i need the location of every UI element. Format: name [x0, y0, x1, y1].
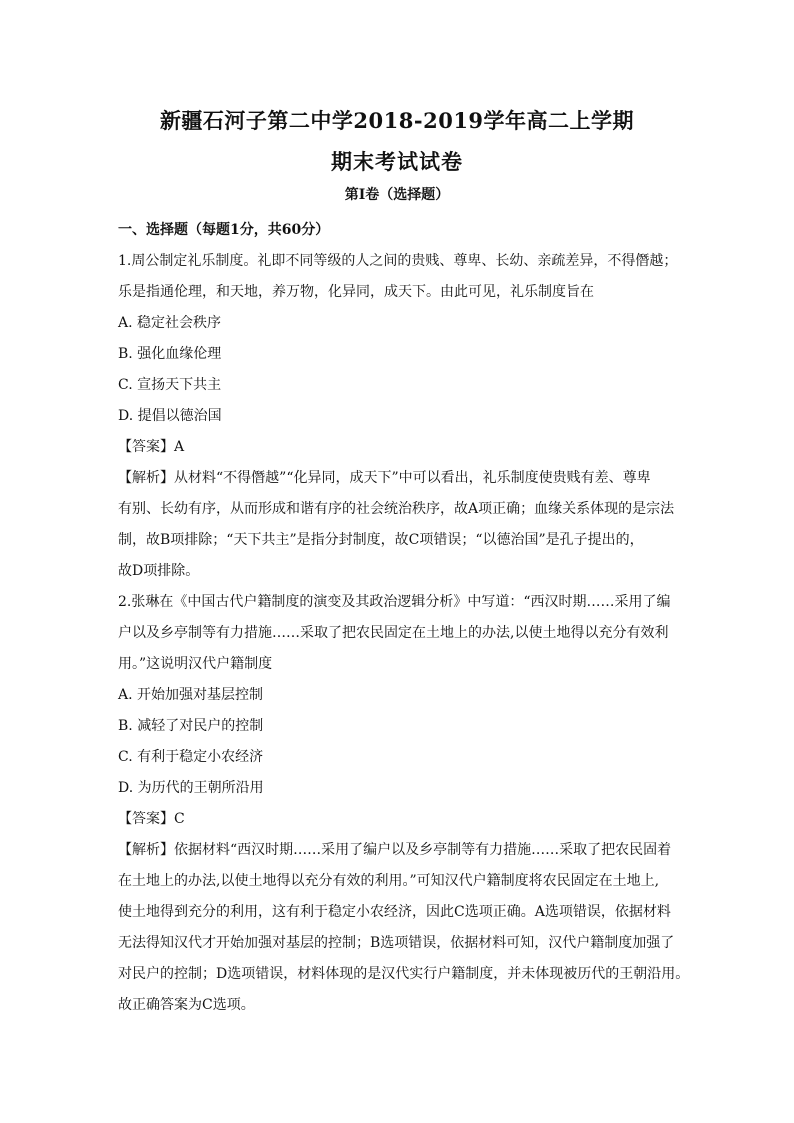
q1-option-c: C. 宣扬天下共主 — [118, 377, 222, 393]
q2-stem-line: 用。”这说明汉代户籍制度 — [118, 656, 273, 672]
q1-analysis-line: 制，故B项排除；“天下共主”是指分封制度，故C项错误；“以德治国”是孔子提出的， — [118, 532, 644, 548]
question-2 — [118, 587, 690, 1021]
q2-analysis-line: 【解析】依据材料“西汉时期……采用了编户以及乡亭制等有力措施……采取了把农民固着 — [118, 842, 672, 858]
q2-answer: 【答案】C — [118, 811, 185, 827]
q1-analysis-line: 【解析】从材料“不得僭越”“化异同，成天下”中可以看出，礼乐制度使贵贱有差、尊卑 — [118, 470, 651, 486]
exam-body — [118, 215, 690, 1021]
q2-option-a: A. 开始加强对基层控制 — [118, 687, 264, 703]
q1-answer: 【答案】A — [118, 439, 185, 455]
q2-option-d: D. 为历代的王朝所沿用 — [118, 780, 264, 796]
q2-analysis-line: 对民户的控制；D选项错误，材料体现的是汉代实行户籍制度，并未体现被历代的王朝沿用。 — [118, 966, 690, 982]
exam-title-line2: 期末考试试卷 — [331, 149, 463, 174]
q2-analysis-line: 在土地上的办法,以使土地得以充分有效的利用。”可知汉代户籍制度将农民固定在土地上, — [118, 873, 660, 889]
section-heading: 一、选择题（每题1分，共60分） — [118, 222, 330, 238]
q2-analysis-line: 无法得知汉代才开始加强对基层的控制；B选项错误，依据材料可知，汉代户籍制度加强了 — [118, 935, 675, 951]
q2-stem-line: 2.张琳在《中国古代户籍制度的演变及其政治逻辑分析》中写道：“西汉时期……采用了编 — [118, 594, 671, 610]
q1-option-a: A. 稳定社会秩序 — [118, 315, 222, 331]
q1-option-d: D. 提倡以德治国 — [118, 408, 222, 424]
q1-analysis-line: 故D项排除。 — [118, 563, 200, 579]
q2-analysis-line: 使土地得到充分的利用，这有利于稳定小农经济，因此C选项正确。A选项错误，依据材料 — [118, 904, 671, 920]
q2-analysis-line: 故正确答案为C选项。 — [118, 997, 255, 1013]
q2-option-c: C. 有利于稳定小农经济 — [118, 749, 264, 765]
q1-stem-line: 乐是指通伦理，和天地，养万物，化异同，成天下。由此可见，礼乐制度旨在 — [118, 284, 594, 300]
q1-option-b: B. 强化血缘伦理 — [118, 346, 222, 362]
q2-stem-line: 户以及乡亭制等有力措施……采取了把农民固定在土地上的办法,以使土地得以充分有效利 — [118, 625, 669, 641]
question-1 — [118, 246, 678, 587]
q1-stem-line: 1.周公制定礼乐制度。礼即不同等级的人之间的贵贱、尊卑、长幼、亲疏差异，不得僭越； — [118, 253, 678, 269]
volume-subtitle: 第I卷（选择题） — [344, 187, 450, 203]
q1-analysis-line: 有别、长幼有序，从而形成和谐有序的社会统治秩序，故A项正确；血缘关系体现的是宗法 — [118, 501, 675, 517]
exam-title-line1: 新疆石河子第二中学2018-2019学年高二上学期 — [159, 108, 635, 133]
q2-option-b: B. 减轻了对民户的控制 — [118, 718, 264, 734]
